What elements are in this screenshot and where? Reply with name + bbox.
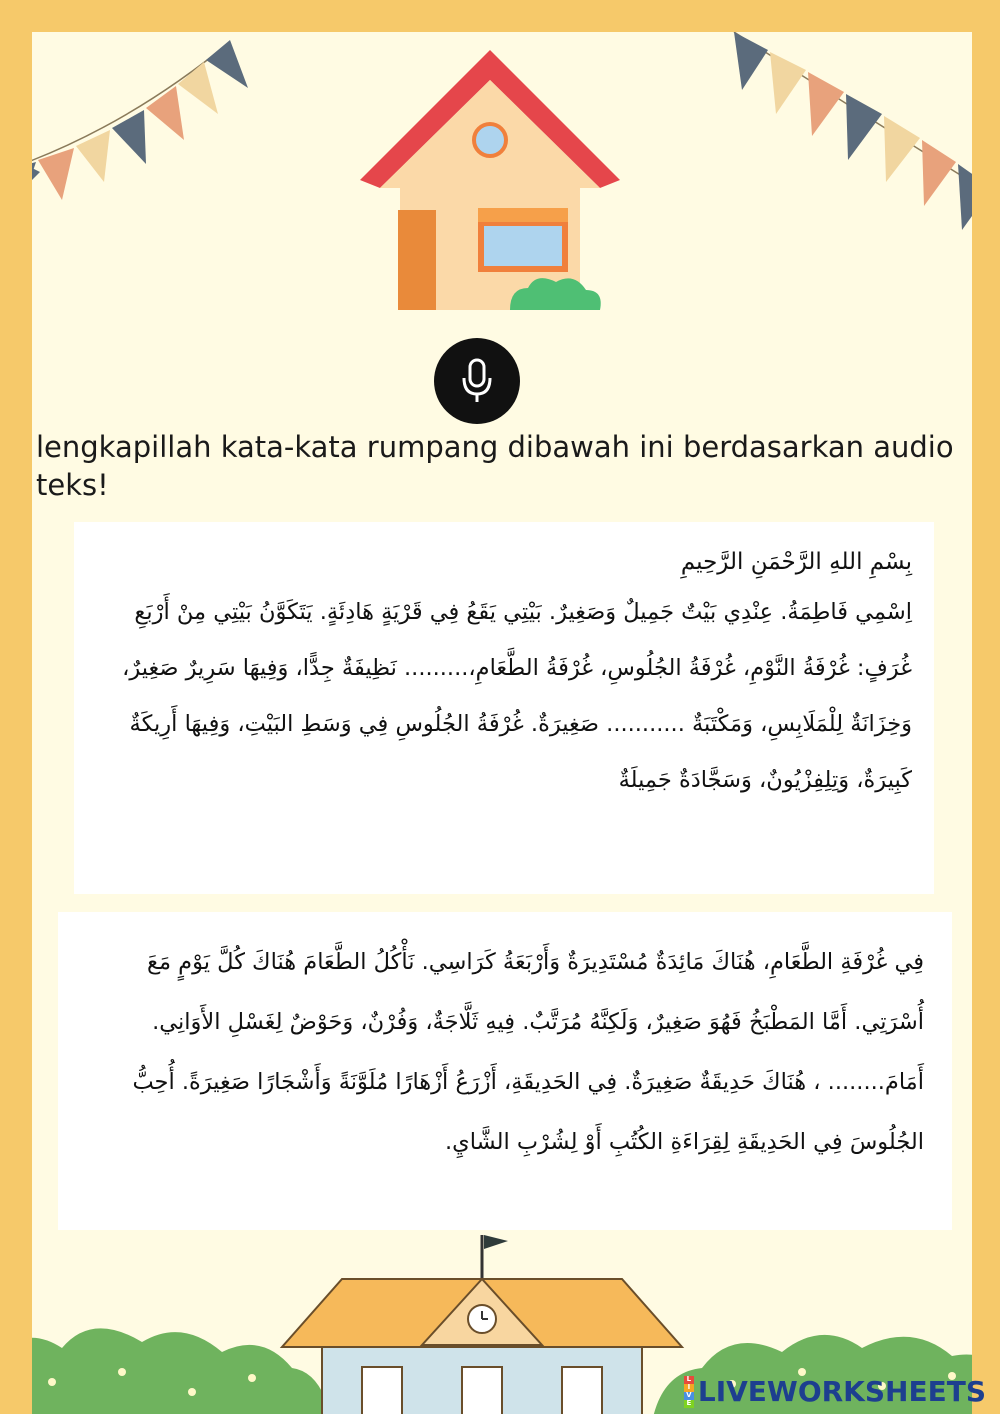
passage-1-text: اِسْمِي فَاطِمَةُ. عِنْدِي بَيْتٌ جَمِيلٌ وَصَغِيرٌ. بَيْتِي يَقَعُ فِي قَرْيَةٍ هَادِئَةٍ. يَتَكَوَّنُ بَيْتِي مِنْ أَرْبَعِ غُرَفٍ: غُرْفَةُ النَّوْمِ، غُرْفَةُ الجُلُوسِ، غُرْفَةُ الطَّعَامِ،......... نَظِيفَةٌ جِدًّا، وَفِيهَا سَرِيرٌ صَغِيرٌ، وَخِزَانَةٌ لِلْمَلَابِسِ، وَمَكْتَبَةٌ ........... صَغِيرَةٌ. غُرْفَةُ الجُلُوسِ فِي وَسَطِ البَيْتِ، وَفِيهَا أَرِيكَةٌ كَبِيرَةٌ، وَتِلِفِزْيُونٌ، وَسَجَّادَةٌ جَمِيلَةٌ: [122, 599, 912, 793]
liveworksheets-logo: L I V E: [684, 1376, 694, 1408]
passage-2-text: فِي غُرْفَةِ الطَّعَامِ، هُنَاكَ مَائِدَةٌ مُسْتَدِيرَةٌ وَأَرْبَعَةُ كَرَاسِي. نَأْكُلُ الطَّعَامَ هُنَاكَ كُلَّ يَوْمٍ مَعَ أُسْرَتِي. أَمَّا المَطْبَخُ فَهُوَ صَغِيرٌ، وَلَكِنَّهُ مُرَتَّبٌ. فِيهِ ثَلَّاجَةٌ، وَفُرْنٌ، وَحَوْضٌ لِغَسْلِ الأَوَانِي. أَمَامَ........ ، هُنَاكَ حَدِيقَةٌ صَغِيرَةٌ. فِي الحَدِيقَةِ، أَزْرَعُ أَزْهَارًا مُلَوَّنَةً وَأَشْجَارًا صَغِيرَةً. أُحِبُّ الجُلُوسَ فِي الحَدِيقَةِ لِقِرَاءَةِ الكُتُبِ أَوْ لِشُرْبِ الشَّايِ.: [132, 949, 924, 1155]
worksheet-page: [32, 32, 972, 1414]
bunting-right-decoration: [724, 32, 972, 262]
bismillah-heading: بِسْمِ اللهِ الرَّحْمَنِ الرَّحِيمِ: [680, 549, 912, 575]
school-illustration: [272, 1227, 692, 1414]
microphone-icon: [460, 358, 494, 404]
audio-play-button[interactable]: [434, 338, 520, 424]
house-illustration: [360, 40, 620, 320]
bunting-side-decoration: [32, 152, 60, 292]
liveworksheets-watermark: [684, 1375, 986, 1408]
bunting-left-decoration: [32, 32, 300, 252]
passage-2-box: [58, 912, 952, 1230]
passage-1-box: [74, 522, 934, 894]
watermark-text: LIVEWORKSHEETS: [697, 1375, 986, 1408]
instruction-text: lengkapillah kata-kata rumpang dibawah ini berdasarkan audio teks!: [36, 430, 954, 502]
